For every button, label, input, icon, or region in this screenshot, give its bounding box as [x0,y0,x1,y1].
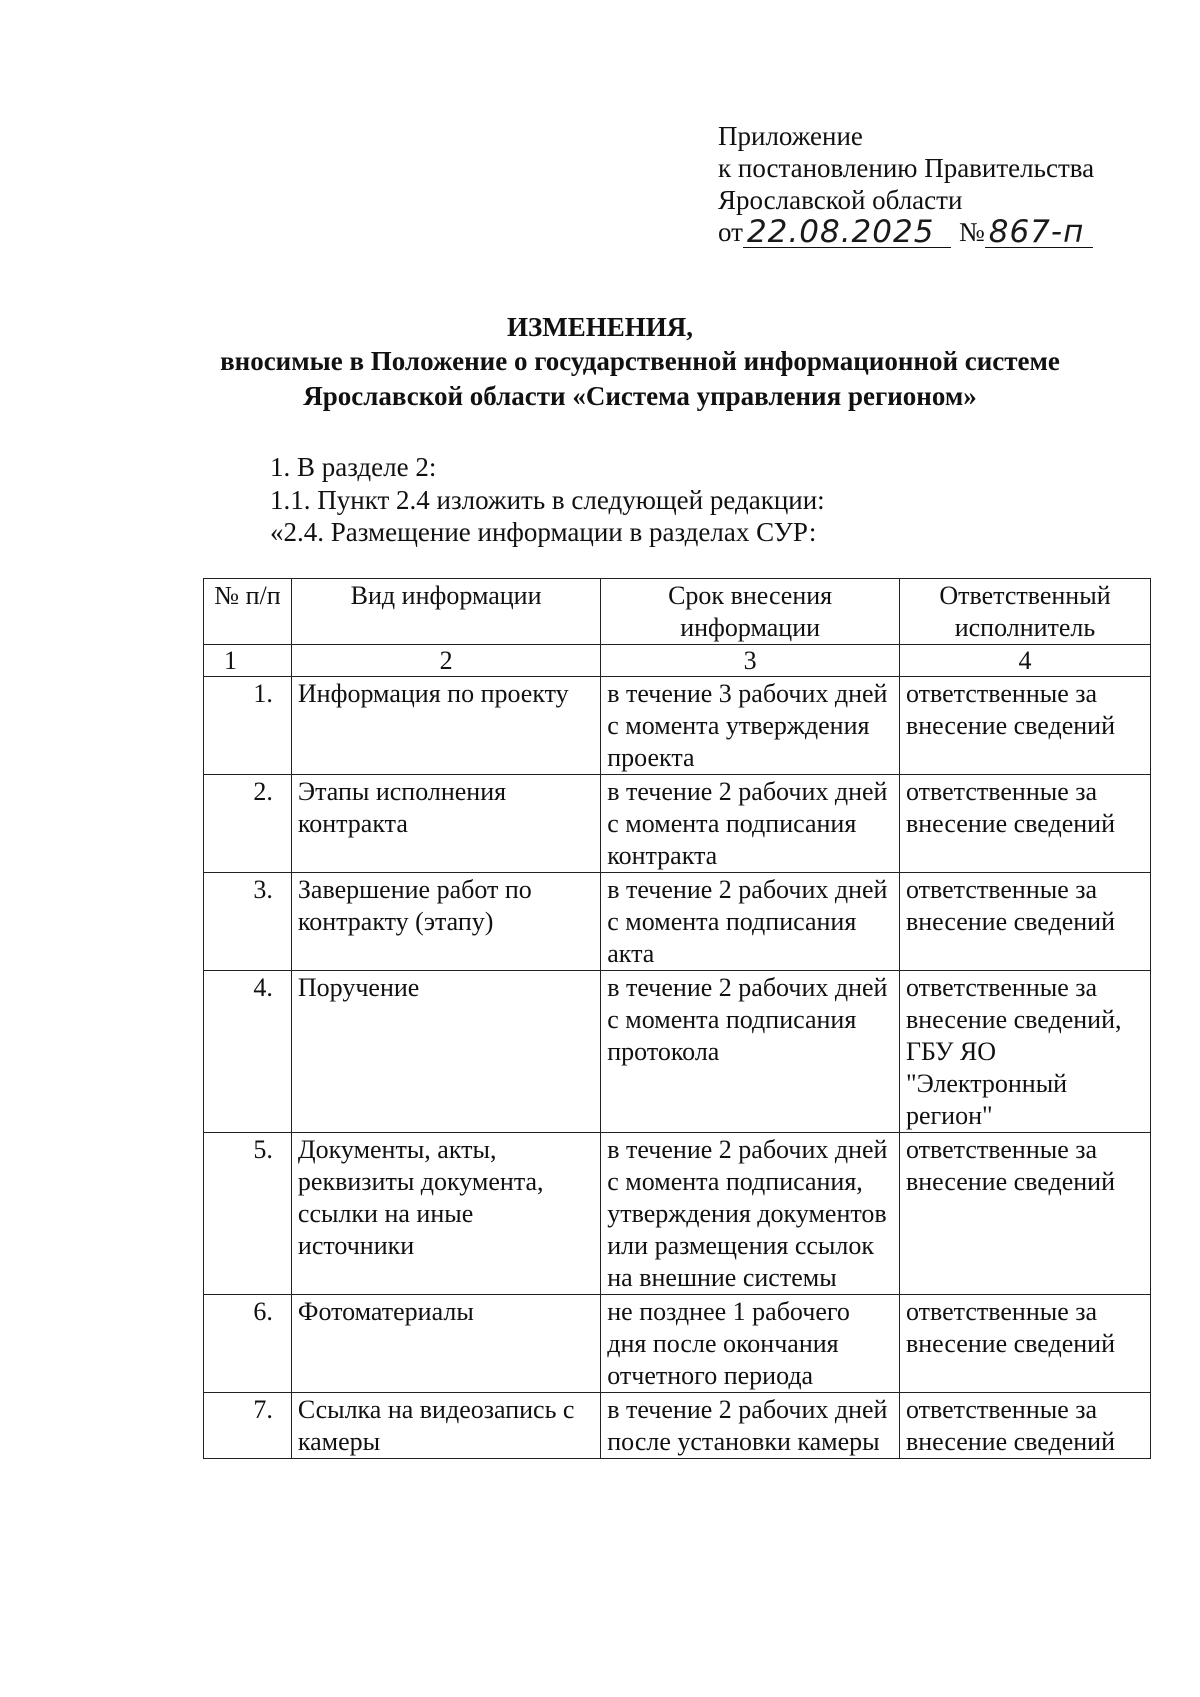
table-row [204,1133,1151,1295]
row-term: в течение 3 рабочих дней с момента утверждения проекта [601,677,900,775]
column-number-3: 3 [601,645,900,677]
table-column-numbers-row [204,645,1151,677]
header-type: Вид информации [291,579,600,645]
row-responsible: ответственные за внесение сведений [899,873,1150,971]
info-table [203,578,1151,1459]
column-number-4: 4 [899,645,1150,677]
row-type: Информация по проекту [291,677,600,775]
paragraph-2: 1.1. Пункт 2.4 изложить в следующей редакции: [270,485,825,515]
attachment-line-2: к постановлению Правительства [718,153,1095,183]
attachment-block [718,120,1094,248]
attachment-date-number [718,216,1094,248]
row-type: Фотоматериалы [291,1295,600,1393]
paragraph-3: «2.4. Размещение информации в разделах СУР: [270,517,817,547]
row-term: в течение 2 рабочих дней с момента подписания, утверждения документов или размещения ссылок на внешние системы [601,1133,900,1295]
row-number: 6. [204,1295,292,1393]
table-row [204,1295,1151,1393]
row-responsible: ответственные за внесение сведений [899,1295,1150,1393]
row-term: в течение 2 рабочих дней с момента подписания контракта [601,775,900,873]
table-row [204,775,1151,873]
row-number: 4. [204,971,292,1133]
number-label: № [958,217,985,247]
row-type: Поручение [291,971,600,1133]
table-row [204,873,1151,971]
doc-title: ИЗМЕНЕНИЯ, [506,312,693,342]
row-term: не позднее 1 рабочего дня после окончания отчетного периода [601,1295,900,1393]
row-type: Документы, акты, реквизиты документа, ссылки на иные источники [291,1133,600,1295]
row-number: 2. [204,775,292,873]
attachment-line-1: Приложение [718,121,863,151]
handwritten-date: 22.08.2025 [743,217,951,248]
from-label: от [718,217,743,247]
table-row [204,677,1151,775]
row-type: Этапы исполнения контракта [291,775,600,873]
doc-subtitle-line-2: Ярославской области «Система управления регионом» [303,381,977,411]
row-responsible: ответственные за внесение сведений, ГБУ ЯО "Электронный регион" [899,971,1150,1133]
row-term: в течение 2 рабочих дней после установки камеры [601,1393,900,1459]
row-responsible: ответственные за внесение сведений [899,1393,1150,1459]
row-number: 7. [204,1393,292,1459]
column-number-1: 1 [204,645,292,677]
row-number: 3. [204,873,292,971]
row-type: Завершение работ по контракту (этапу) [291,873,600,971]
row-term: в течение 2 рабочих дней с момента подписания акта [601,873,900,971]
handwritten-number: 867-п [985,217,1093,248]
header-number: № п/п [204,579,292,645]
attachment-line-3: Ярославской области [718,185,963,215]
paragraph-1: 1. В разделе 2: [270,452,437,482]
row-responsible: ответственные за внесение сведений [899,1133,1150,1295]
row-type: Ссылка на видеозапись с камеры [291,1393,600,1459]
table-row [204,971,1151,1133]
row-number: 1. [204,677,292,775]
row-term: в течение 2 рабочих дней с момента подписания протокола [601,971,900,1133]
header-term: Срок внесения информации [601,579,900,645]
table-header-row [204,579,1151,645]
row-responsible: ответственные за внесение сведений [899,677,1150,775]
doc-subtitle-line-1: вносимые в Положение о государственной информационной системе [220,346,1060,376]
column-number-2: 2 [291,645,600,677]
row-responsible: ответственные за внесение сведений [899,775,1150,873]
table-row [204,1393,1151,1459]
row-number: 5. [204,1133,292,1295]
header-responsible: Ответственный исполнитель [899,579,1150,645]
